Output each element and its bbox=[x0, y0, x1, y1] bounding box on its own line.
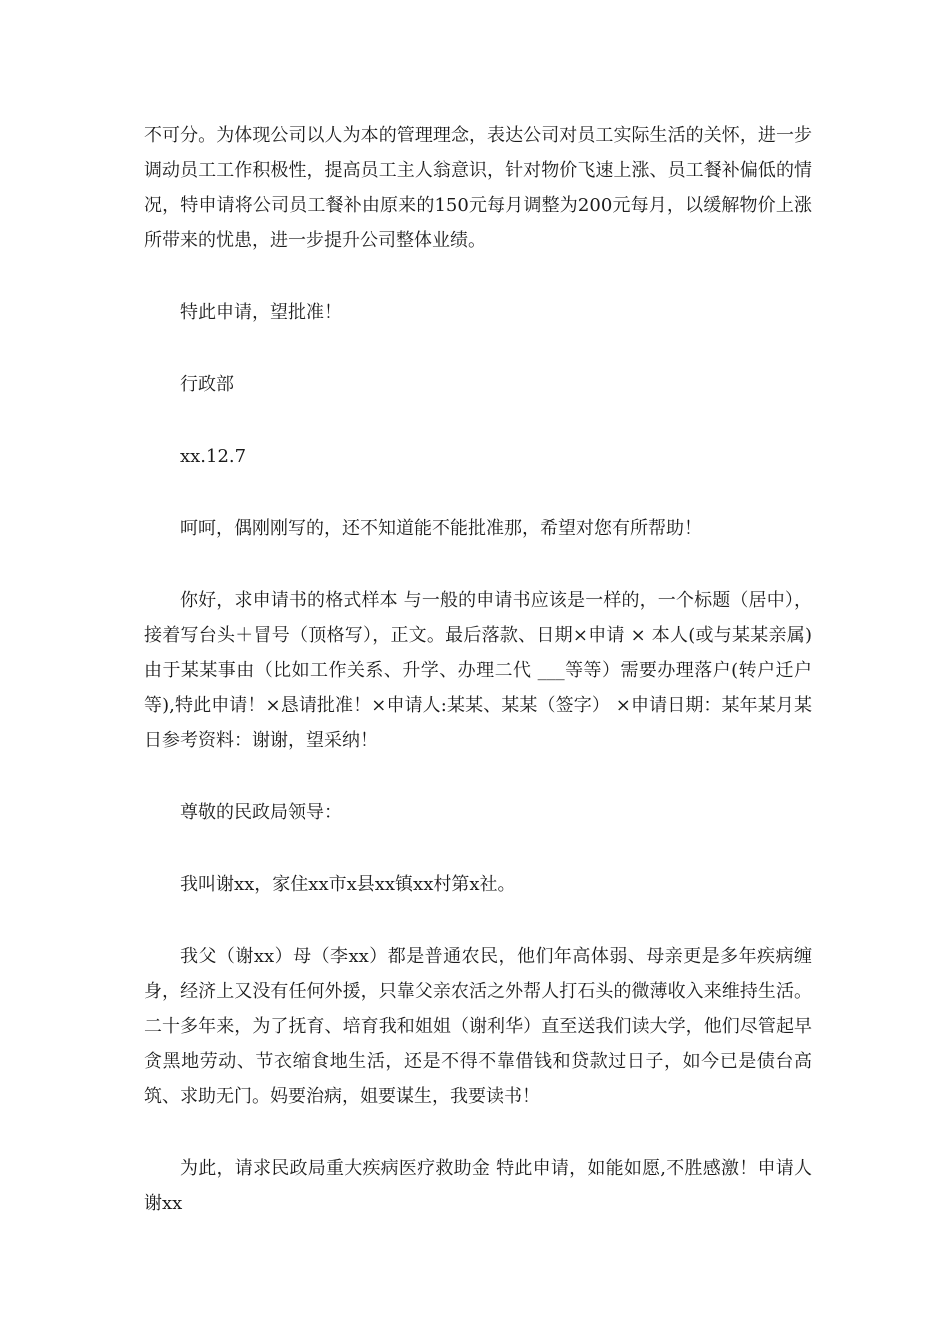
paragraph-closing-request: 为此，请求民政局重大疾病医疗救助金 特此申请，如能如愿,不胜感激！申请人 谢xx bbox=[144, 1158, 812, 1214]
paragraph-department: 行政部 bbox=[180, 374, 234, 395]
paragraph-comment: 呵呵，偶刚刚写的，还不知道能不能批准那，希望对您有所帮助！ bbox=[180, 518, 702, 539]
paragraph-salutation: 尊敬的民政局领导： bbox=[180, 802, 342, 823]
paragraph-introduction: 我叫谢xx，家住xx市x县xx镇xx村第x社。 bbox=[180, 874, 516, 895]
paragraph-gap bbox=[144, 902, 812, 939]
document-body bbox=[144, 118, 812, 1221]
paragraph-gap bbox=[144, 830, 812, 867]
paragraph-gap bbox=[144, 546, 812, 583]
paragraph-gap bbox=[144, 258, 812, 295]
paragraph-gap bbox=[144, 1114, 812, 1151]
paragraph-gap bbox=[144, 402, 812, 439]
paragraph-family-situation: 我父（谢xx）母（李xx）都是普通农民，他们年高体弱、母亲更是多年疾病缠身，经济上又没有任何外援，只靠父亲农活之外帮人打石头的微薄收入来维持生活。二十多年来，为了抚育、培育我和姐姐（谢利华）直至送我们读大学，他们尽管起早贪黑地劳动、节衣缩食地生活，还是不得不靠借钱和贷款过日子，如今已是债台高筑、求助无门。妈要治病，姐要谋生，我要读书！ bbox=[144, 946, 812, 1107]
paragraph-gap bbox=[144, 474, 812, 511]
paragraph-request-approval: 特此申请，望批准！ bbox=[180, 302, 342, 323]
paragraph-gap bbox=[144, 330, 812, 367]
paragraph-format-sample: 你好，求申请书的格式样本 与一般的申请书应该是一样的，一个标题（居中），接着写台头＋冒号（顶格写），正文。最后落款、日期×申请 × 本人(或与某某亲属)由于某某事由（比如工作关系、升学、办理二代 ___等等）需要办理落户(转户迁户等),特此申请！×恳请批准！×申请人:某某、某某（签字） ×申请日期：某年某月某日参考资料：谢谢，望采纳！ bbox=[144, 590, 812, 751]
paragraph-meal-allowance: 不可分。为体现公司以人为本的管理理念，表达公司对员工实际生活的关怀，进一步调动员工工作积极性，提高员工主人翁意识，针对物价飞速上涨、员工餐补偏低的情况，特申请将公司员工餐补由原来的150元每月调整为200元每月，以缓解物价上涨所带来的忧患，进一步提升公司整体业绩。 bbox=[144, 125, 812, 251]
paragraph-date: xx.12.7 bbox=[180, 446, 247, 467]
paragraph-gap bbox=[144, 758, 812, 795]
